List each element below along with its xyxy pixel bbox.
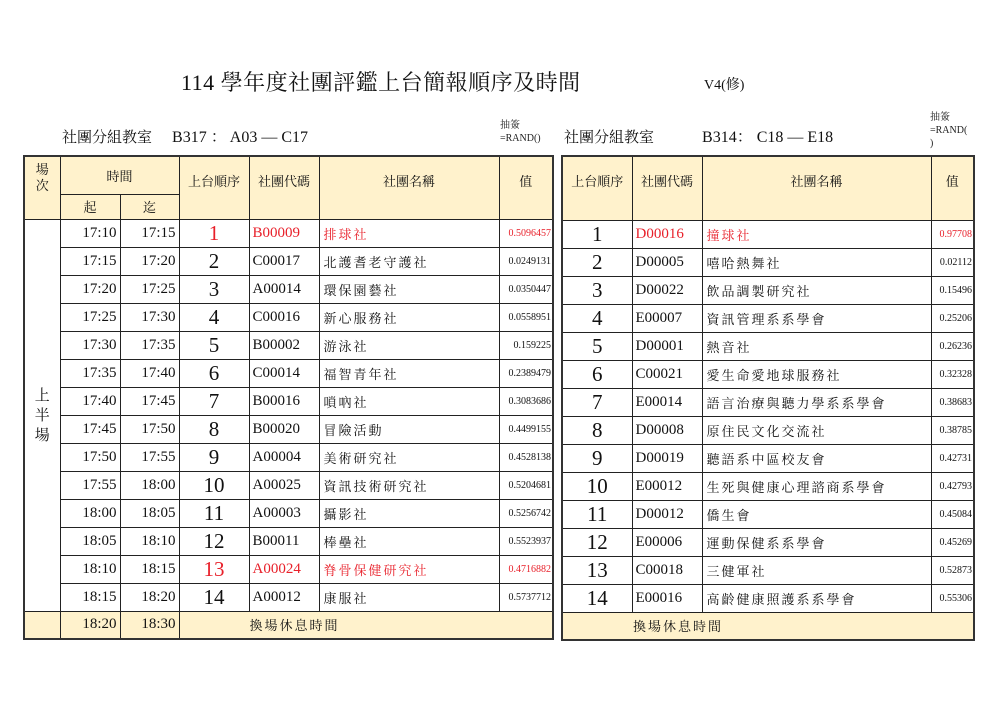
club-code: A00024 [249,555,319,583]
club-name: 新心服務社 [319,303,499,331]
club-code: C00021 [632,360,702,388]
end-time: 17:50 [120,415,179,443]
club-name: 排球社 [319,219,499,247]
rand-value: 0.4499155 [499,415,553,443]
table-row [24,219,553,247]
end-time: 17:30 [120,303,179,331]
header-name: 社團名稱 [702,156,931,220]
header-value: 值 [499,156,553,219]
order-number: 13 [562,556,632,584]
end-time: 17:35 [120,331,179,359]
table-row [24,443,553,471]
order-number: 2 [179,247,249,275]
club-code: B00011 [249,527,319,555]
break-end-time: 18:30 [120,611,179,639]
club-name: 攝影社 [319,499,499,527]
left-room-label: 社團分組教室 [62,128,153,146]
start-time: 18:05 [60,527,120,555]
start-time: 18:15 [60,583,120,611]
club-name: 游泳社 [319,331,499,359]
right-room-label: 社團分組教室 [564,128,655,146]
start-time: 17:50 [60,443,120,471]
rand-value: 0.38683 [931,388,974,416]
right-rand-formula: =RAND( [930,125,968,136]
rand-value: 0.38785 [931,416,974,444]
left-schedule-table [23,155,554,640]
start-time: 17:35 [60,359,120,387]
club-name: 原住民文化交流社 [702,416,931,444]
end-time: 18:15 [120,555,179,583]
club-name: 聽語系中區校友會 [702,444,931,472]
club-code: B00016 [249,387,319,415]
order-number: 10 [562,472,632,500]
table-row [24,471,553,499]
club-name: 環保園藝社 [319,275,499,303]
club-code: D00008 [632,416,702,444]
rand-value: 0.45269 [931,528,974,556]
order-number: 4 [179,303,249,331]
order-number: 1 [179,219,249,247]
start-time: 17:30 [60,331,120,359]
rand-value: 0.52873 [931,556,974,584]
club-name: 美術研究社 [319,443,499,471]
club-name: 運動保健系系學會 [702,528,931,556]
header-name: 社團名稱 [319,156,499,219]
end-time: 18:05 [120,499,179,527]
end-time: 18:20 [120,583,179,611]
club-name: 高齡健康照護系系學會 [702,584,931,612]
rand-value: 0.32328 [931,360,974,388]
club-code: A00014 [249,275,319,303]
club-code: A00025 [249,471,319,499]
rand-value: 0.02112 [931,248,974,276]
rand-value: 0.26236 [931,332,974,360]
break-row [24,611,553,639]
order-number: 3 [179,275,249,303]
start-time: 17:20 [60,275,120,303]
order-number: 13 [179,555,249,583]
right-rand-label: 抽簽 [930,112,950,123]
table-row [562,556,974,584]
club-name: 棒壘社 [319,527,499,555]
club-code: D00001 [632,332,702,360]
left-rand-label: 抽簽 [500,120,520,131]
club-code: A00004 [249,443,319,471]
table-row [24,275,553,303]
order-number: 12 [562,528,632,556]
club-name: 資訊技術研究社 [319,471,499,499]
end-time: 18:10 [120,527,179,555]
page-title: 114 學年度社團評鑑上台簡報順序及時間 [181,70,581,95]
table-row [562,528,974,556]
order-number: 12 [179,527,249,555]
club-name: 嘻哈熱舞社 [702,248,931,276]
rand-value: 0.159225 [499,331,553,359]
club-code: E00014 [632,388,702,416]
end-time: 17:45 [120,387,179,415]
club-code: E00016 [632,584,702,612]
club-name: 北護耆老守護社 [319,247,499,275]
table-row [24,499,553,527]
break-start-time: 18:20 [60,611,120,639]
table-row [562,248,974,276]
club-code: C00014 [249,359,319,387]
table-row [562,584,974,612]
order-number: 9 [562,444,632,472]
order-number: 8 [179,415,249,443]
right-room-heading [564,124,833,147]
order-number: 8 [562,416,632,444]
left-room-info: B317 ： A03 — C17 [172,129,309,146]
club-name: 脊骨保健研究社 [319,555,499,583]
club-name: 熱音社 [702,332,931,360]
right-room-info: B314： C18 — E18 [702,129,834,146]
club-code: D00016 [632,220,702,248]
right-rand-note [930,111,967,150]
table-row [24,247,553,275]
table-row [562,276,974,304]
order-number: 9 [179,443,249,471]
rand-value: 0.5096457 [499,219,553,247]
left-room-heading [62,124,308,147]
end-time: 17:25 [120,275,179,303]
rand-value: 0.2389479 [499,359,553,387]
rand-value: 0.15496 [931,276,974,304]
left-rand-note [500,119,541,145]
table-row [562,360,974,388]
rand-value: 0.45084 [931,500,974,528]
start-time: 17:10 [60,219,120,247]
table-row [24,387,553,415]
rand-value: 0.4716882 [499,555,553,583]
table-row [562,332,974,360]
order-number: 6 [179,359,249,387]
club-name: 康服社 [319,583,499,611]
club-name: 僑生會 [702,500,931,528]
table-row [24,331,553,359]
start-time: 17:45 [60,415,120,443]
rand-value: 0.3083686 [499,387,553,415]
rand-value: 0.42731 [931,444,974,472]
header-end: 迄 [120,194,179,219]
version-label: V4(修) [704,78,745,93]
start-time: 17:25 [60,303,120,331]
start-time: 18:10 [60,555,120,583]
order-number: 14 [179,583,249,611]
right-rand-formula-end: ) [930,138,934,149]
end-time: 17:15 [120,219,179,247]
table-row [24,359,553,387]
order-number: 14 [562,584,632,612]
order-number: 1 [562,220,632,248]
right-schedule-table [561,155,975,641]
table-row [24,303,553,331]
rand-value: 0.5256742 [499,499,553,527]
rand-value: 0.0249131 [499,247,553,275]
table-row [562,220,974,248]
club-name: 愛生命愛地球服務社 [702,360,931,388]
header-order: 上台順序 [562,156,632,220]
club-name: 嗩吶社 [319,387,499,415]
order-number: 10 [179,471,249,499]
break-session-cell [24,611,60,639]
table-row [562,444,974,472]
club-name: 資訊管理系系學會 [702,304,931,332]
order-number: 7 [179,387,249,415]
break-label: 換場休息時間 [179,611,553,639]
header-code: 社團代碼 [249,156,319,219]
rand-value: 0.55306 [931,584,974,612]
rand-value: 0.5737712 [499,583,553,611]
club-code: D00022 [632,276,702,304]
end-time: 17:55 [120,443,179,471]
club-code: B00009 [249,219,319,247]
club-code: B00020 [249,415,319,443]
header-order: 上台順序 [179,156,249,219]
table-row [562,500,974,528]
club-code: E00012 [632,472,702,500]
club-code: D00005 [632,248,702,276]
rand-value: 0.5523937 [499,527,553,555]
header-session: 場次 [24,156,60,219]
header-time: 時間 [60,156,179,194]
club-name: 三健軍社 [702,556,931,584]
start-time: 18:00 [60,499,120,527]
club-code: A00012 [249,583,319,611]
start-time: 17:55 [60,471,120,499]
order-number: 11 [179,499,249,527]
club-code: D00012 [632,500,702,528]
order-number: 7 [562,388,632,416]
end-time: 17:20 [120,247,179,275]
order-number: 5 [562,332,632,360]
rand-value: 0.4528138 [499,443,553,471]
order-number: 6 [562,360,632,388]
table-row [562,416,974,444]
club-code: C00018 [632,556,702,584]
club-name: 撞球社 [702,220,931,248]
club-name: 生死與健康心理諮商系學會 [702,472,931,500]
table-row [562,388,974,416]
rand-value: 0.25206 [931,304,974,332]
end-time: 18:00 [120,471,179,499]
order-number: 5 [179,331,249,359]
break-row [562,612,974,640]
table-row [24,583,553,611]
order-number: 3 [562,276,632,304]
club-code: E00006 [632,528,702,556]
start-time: 17:15 [60,247,120,275]
club-code: D00019 [632,444,702,472]
club-code: E00007 [632,304,702,332]
order-number: 4 [562,304,632,332]
club-code: C00017 [249,247,319,275]
table-row [24,555,553,583]
break-label: 換場休息時間 [562,612,974,640]
rand-value: 0.42793 [931,472,974,500]
order-number: 2 [562,248,632,276]
rand-value: 0.97708 [931,220,974,248]
left-rand-formula: =RAND() [500,133,541,144]
rand-value: 0.0558951 [499,303,553,331]
header-code: 社團代碼 [632,156,702,220]
table-row [24,415,553,443]
order-number: 11 [562,500,632,528]
table-row [562,304,974,332]
header-value: 值 [931,156,974,220]
header-start: 起 [60,194,120,219]
table-row [562,472,974,500]
club-name: 冒險活動 [319,415,499,443]
club-code: A00003 [249,499,319,527]
club-code: C00016 [249,303,319,331]
club-code: B00002 [249,331,319,359]
club-name: 飲品調製研究社 [702,276,931,304]
end-time: 17:40 [120,359,179,387]
club-name: 語言治療與聽力學系系學會 [702,388,931,416]
table-row [24,527,553,555]
start-time: 17:40 [60,387,120,415]
rand-value: 0.0350447 [499,275,553,303]
rand-value: 0.5204681 [499,471,553,499]
session-label: 上半場 [24,219,60,611]
club-name: 福智青年社 [319,359,499,387]
